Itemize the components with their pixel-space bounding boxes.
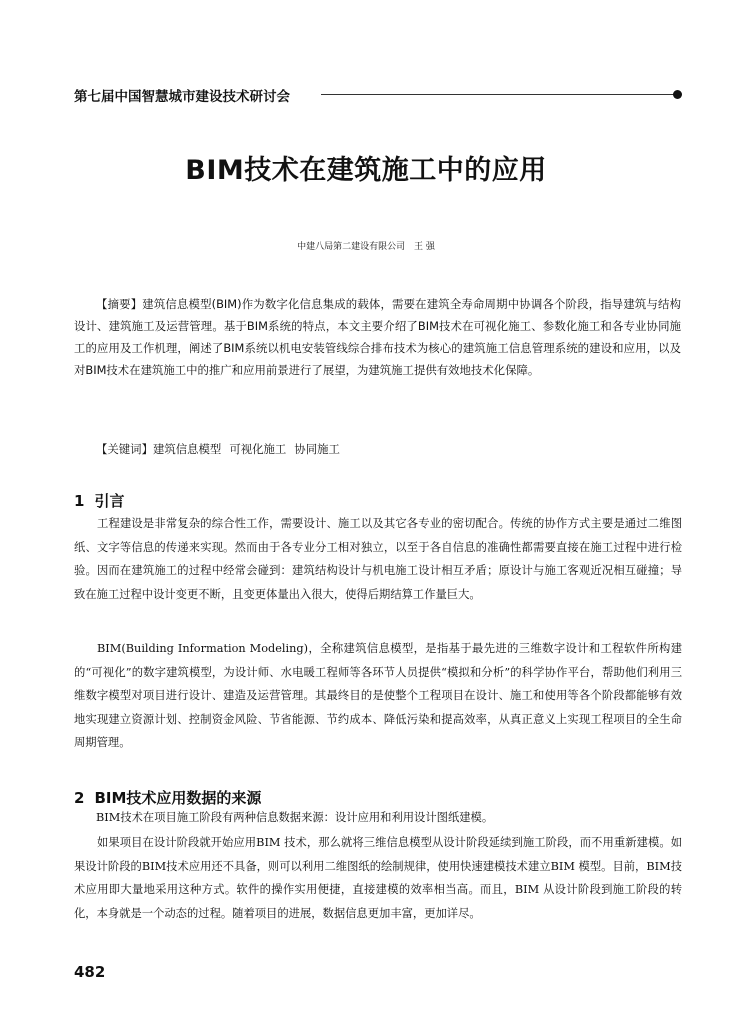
section-title: BIM技术应用数据的来源: [94, 789, 262, 807]
author-line: [0, 239, 732, 252]
header-rule: [321, 94, 676, 95]
abstract-text: 建筑信息模型(BIM)作为数字化信息集成的载体，需要在建筑全寿命周期中协调各个阶段，指导建筑与结构设计、建筑施工及运营管理。基于BIM系统的特点，本文主要介绍了BIM技术在可视化施工、参数化施工和各专业协同施工的应用及工作机理，阐述了BIM系统以机电安装管线综合排布技术为核心的建筑施工信息管理系统的建设和应用，以及对BIM技术在建筑施工中的推广和应用前景进行了展望，为建筑施工提供有效地技术化保障。: [74, 297, 681, 377]
paragraph: 工程建设是非常复杂的综合性工作，需要设计、施工以及其它各专业的密切配合。传统的协作方式主要是通过二维图纸、文字等信息的传递来实现。然而由于各专业分工相对独立，以至于各自信息的准确性都需要直接在施工过程中进行检验。因而在建筑施工的过程中经常会碰到：建筑结构设计与机电施工设计相互矛盾；原设计与施工客观近况相互碰撞；导致在施工过程中设计变更不断，且变更体量出入很大，使得后期结算工作量巨大。: [74, 517, 682, 601]
author-name: 王 强: [414, 242, 435, 252]
running-header: [74, 84, 682, 104]
affiliation: 中建八局第二建设有限公司: [297, 242, 406, 252]
keyword: 可视化施工: [229, 442, 287, 456]
section-heading: [74, 787, 261, 808]
keywords-label: 【关键词】: [96, 442, 153, 456]
abstract-label: 【摘要】: [96, 297, 143, 311]
section-lead: BIM技术在项目施工阶段有两种信息数据来源：设计应用和利用设计图纸建模。: [96, 811, 494, 824]
keyword: 建筑信息模型: [152, 442, 222, 456]
abstract: [74, 293, 681, 381]
paragraph: BIM(Building Information Modeling)，全称建筑信息模型，是指基于最先进的三维数字设计和工程软件所构建的“可视化”的数字建筑模型，为设计师、水电暖工程师等各环节人员提供“模拟和分析”的科学协作平台，帮助他们利用三维数字模型对项目进行设计、建造及运营管理。其最终目的是使整个工程项目在设计、施工和使用等各个阶段都能够有效地实现建立资源计划、控制资金风险、节省能源、节约成本、降低污染和提高效率，从真正意义上实现工程项目的全生命周期管理。: [74, 642, 682, 750]
header-dot-icon: [673, 90, 682, 99]
section-number: 2: [74, 789, 85, 807]
page-number: 482: [74, 963, 106, 981]
section-heading: [74, 490, 124, 511]
article-title: BIM技术在建筑施工中的应用: [185, 155, 547, 186]
paragraph: 如果项目在设计阶段就开始应用BIM 技术，那么就将三维信息模型从设计阶段延续到施工阶段，而不用重新建模。如果设计阶段的BIM技术应用还不具备，则可以利用二维图纸的绘制规律，使用快速建模技术建立BIM 模型。目前，BIM技术应用即大量地采用这种方式。软件的操作实用便捷，直接建模的效率相当高。而且，BIM 从设计阶段到施工阶段的转化，本身就是一个动态的过程。随着项目的进展，数据信息更加丰富，更加详尽。: [74, 836, 682, 920]
keywords: [96, 441, 348, 457]
section-number: 1: [74, 492, 85, 510]
conference-name: 第七届中国智慧城市建设技术研讨会: [74, 89, 290, 105]
section-title: 引言: [94, 492, 125, 510]
keyword: 协同施工: [294, 442, 340, 456]
